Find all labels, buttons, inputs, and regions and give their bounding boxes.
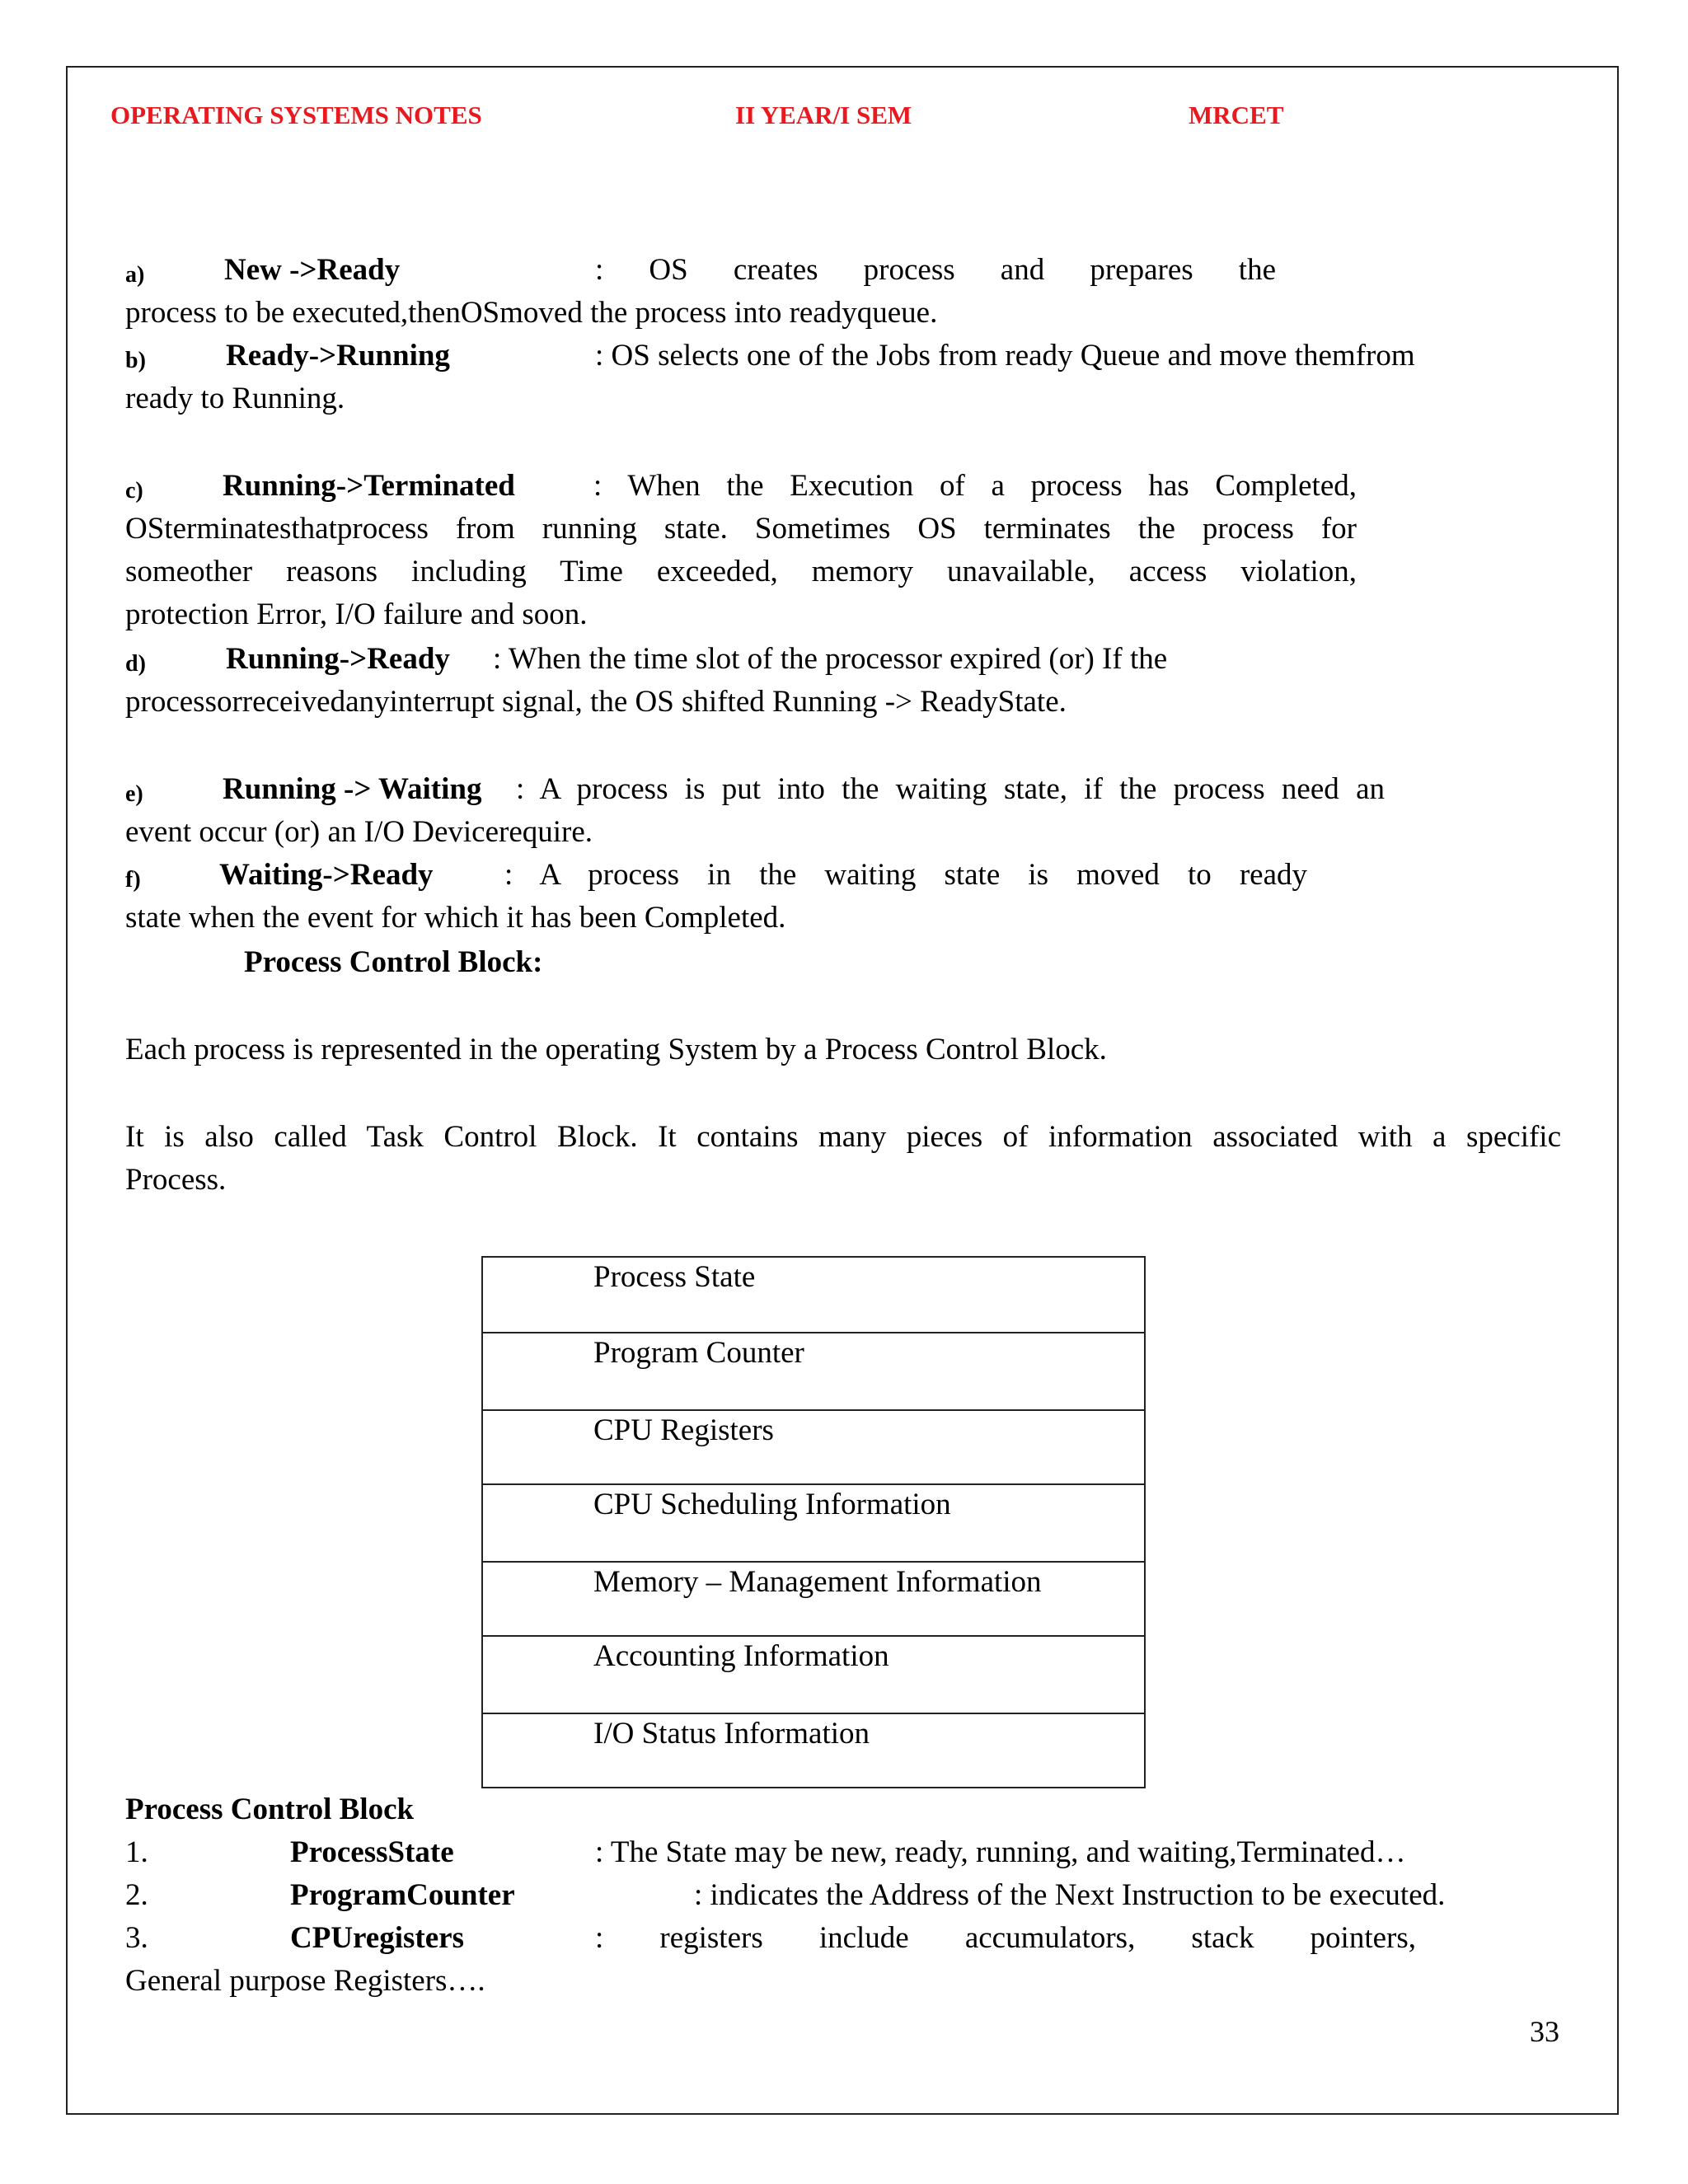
table-row: [482, 1484, 1145, 1562]
transition-e-cont: event occur (or) an I/O Devicerequire.: [125, 815, 593, 849]
transition-title: Waiting->Ready: [219, 858, 434, 892]
list-item-desc: : registers include accumulators, stack pointers,: [595, 1921, 1416, 1955]
transition-f-cont: state when the event for which it has been Completed.: [125, 901, 786, 935]
pcb-list-title: Process Control Block: [125, 1793, 415, 1826]
pcb-table: [481, 1256, 1146, 1788]
table-cell: Program Counter: [593, 1336, 804, 1370]
transition-c-cont-1: OSterminatesthatprocess from running state. Sometimes OS terminates the process for: [125, 512, 1357, 546]
item-label: c): [125, 478, 143, 504]
header-course-title: OPERATING SYSTEMS NOTES: [110, 101, 482, 129]
transition-title: Running->Terminated: [223, 469, 515, 503]
item-label: e): [125, 781, 143, 807]
table-row: [482, 1713, 1145, 1788]
transition-desc: : A process in the waiting state is moved to ready: [504, 858, 1307, 892]
paragraph-pcb-intro: Each process is represented in the operating System by a Process Control Block.: [125, 1033, 1107, 1066]
table-cell: Memory – Management Information: [593, 1565, 1042, 1599]
table-row: [482, 1636, 1145, 1713]
transition-title: Running -> Waiting: [223, 772, 482, 806]
item-label: d): [125, 651, 146, 677]
table-row: [482, 1257, 1145, 1333]
table-row: [482, 1562, 1145, 1636]
transition-c-cont-3: protection Error, I/O failure and soon.: [125, 598, 588, 631]
item-label: b): [125, 348, 146, 373]
list-number: 3.: [125, 1921, 148, 1955]
header-institution: MRCET: [1189, 101, 1284, 129]
transition-d-cont: processorreceivedanyinterrupt signal, the OS shifted Running -> ReadyState.: [125, 685, 1067, 719]
table-cell: I/O Status Information: [593, 1717, 870, 1750]
transition-desc: : When the time slot of the processor expired (or) If the: [493, 642, 1168, 676]
transition-desc: : A process is put into the waiting state, if the process need an: [516, 772, 1385, 806]
transition-b-cont: ready to Running.: [125, 382, 345, 415]
header-year-sem: II YEAR/I SEM: [735, 101, 912, 129]
table-cell: CPU Registers: [593, 1413, 774, 1447]
transition-desc: : OS creates process and prepares the: [595, 253, 1276, 287]
section-heading-pcb: Process Control Block:: [244, 945, 543, 979]
list-item-name: CPUregisters: [290, 1921, 464, 1955]
transition-title: Ready->Running: [226, 339, 450, 373]
paragraph-task-control: It is also called Task Control Block. It contains many pieces of information associated with a specific: [125, 1120, 1561, 1154]
table-row: [482, 1333, 1145, 1410]
table-cell: Process State: [593, 1260, 756, 1294]
table-row: [482, 1410, 1145, 1484]
transition-desc: : OS selects one of the Jobs from ready Queue and move themfrom: [595, 339, 1415, 373]
list-item-desc: : The State may be new, ready, running, and waiting,Terminated…: [595, 1835, 1406, 1869]
item-label: f): [125, 867, 141, 893]
list-number: 1.: [125, 1835, 148, 1869]
transition-title: Running->Ready: [226, 642, 450, 676]
transition-c-cont-2: someother reasons including Time exceeded, memory unavailable, access violation,: [125, 555, 1357, 588]
transition-title: New ->Ready: [224, 253, 401, 287]
transition-a-cont: process to be executed,thenOSmoved the process into readyqueue.: [125, 296, 938, 330]
transition-desc: : When the Execution of a process has Completed,: [593, 469, 1357, 503]
list-continuation: General purpose Registers….: [125, 1964, 485, 1998]
list-number: 2.: [125, 1878, 148, 1912]
paragraph-task-control-cont: Process.: [125, 1163, 227, 1197]
page-number: 33: [1530, 2015, 1559, 2048]
list-item-desc: : indicates the Address of the Next Instruction to be executed.: [694, 1878, 1446, 1912]
item-label: a): [125, 262, 145, 288]
table-cell: CPU Scheduling Information: [593, 1488, 951, 1521]
table-cell: Accounting Information: [593, 1639, 889, 1673]
list-item-name: ProgramCounter: [290, 1878, 515, 1912]
list-item-name: ProcessState: [290, 1835, 454, 1869]
